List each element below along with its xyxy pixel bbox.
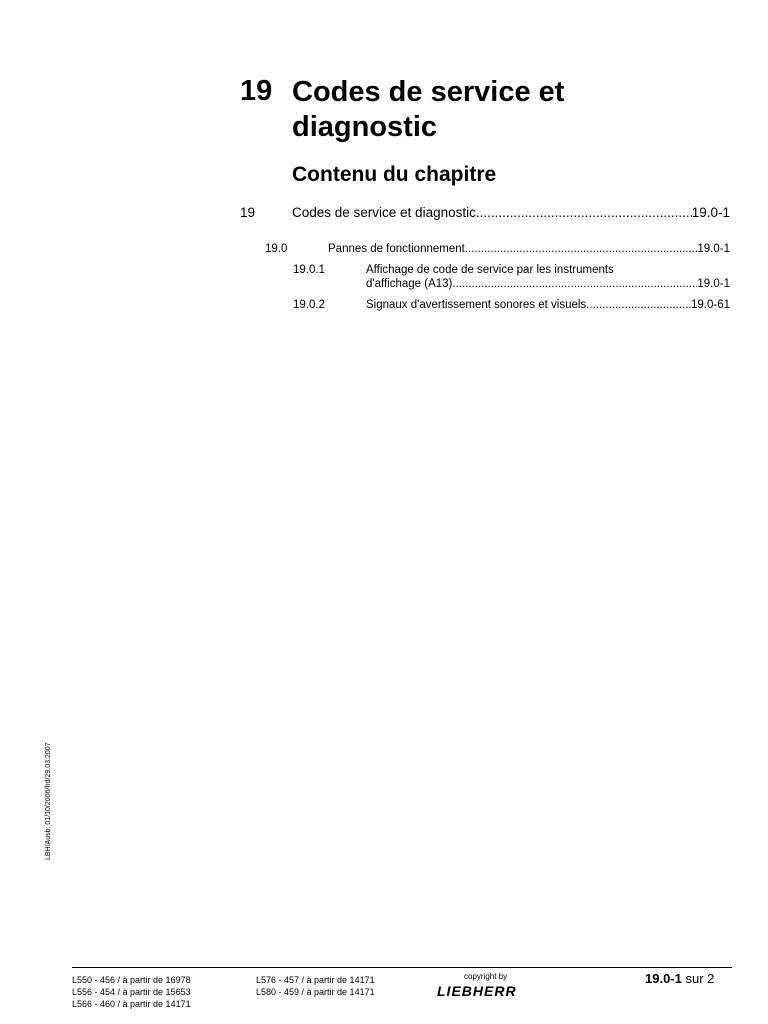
model-line: L576 - 457 / à partir de 14171 bbox=[256, 975, 375, 985]
toc-entry[interactable] bbox=[366, 278, 730, 290]
model-line: L580 - 459 / à partir de 14171 bbox=[256, 987, 375, 997]
toc-leader-dots bbox=[465, 243, 698, 255]
toc-entry-title[interactable]: Affichage de code de service par les instruments bbox=[366, 264, 614, 276]
model-line: L556 - 454 / à partir de 15653 bbox=[72, 987, 191, 997]
toc-entry-number: 19.0.1 bbox=[293, 264, 325, 276]
contents-heading: Contenu du chapitre bbox=[292, 163, 497, 186]
toc-entry-number: 19 bbox=[240, 205, 256, 220]
toc-entry-number: 19.0.2 bbox=[293, 299, 325, 311]
toc-leader-dots bbox=[452, 278, 697, 290]
page-number bbox=[645, 971, 714, 986]
footer-models-right bbox=[256, 974, 375, 998]
side-stamp: LBH/Ausb: 01/10/2006/frd/29.03.2007 bbox=[45, 742, 52, 860]
toc-entry-title: Signaux d'avertissement sonores et visuels bbox=[366, 299, 587, 311]
page-number-suffix: sur 2 bbox=[685, 971, 715, 986]
toc-entry-number: 19.0 bbox=[265, 243, 288, 255]
toc-entry-page: 19.0-61 bbox=[690, 299, 730, 311]
chapter-number: 19 bbox=[240, 75, 273, 107]
copyright-text: copyright by bbox=[464, 972, 508, 981]
toc-entry-title-cont: d'affichage (A13) bbox=[366, 278, 453, 290]
model-line: L550 - 456 / à partir de 16978 bbox=[72, 975, 191, 985]
toc-leader-dots bbox=[476, 205, 692, 220]
toc-entry-page: 19.0-1 bbox=[691, 205, 730, 220]
chapter-title: Codes de service et diagnostic bbox=[292, 76, 565, 143]
model-line: L566 - 460 / à partir de 14171 bbox=[72, 999, 191, 1009]
toc-entry-page: 19.0-1 bbox=[697, 278, 730, 290]
footer-models-left bbox=[72, 974, 191, 1010]
toc-entry-page: 19.0-1 bbox=[697, 243, 730, 255]
toc-entry[interactable] bbox=[265, 243, 730, 255]
toc-leader-dots bbox=[586, 299, 691, 311]
toc-entry-title: Pannes de fonctionnement bbox=[328, 243, 465, 255]
liebherr-logo: LIEBHERR bbox=[437, 983, 517, 999]
toc-entry-title: Codes de service et diagnostic bbox=[292, 205, 476, 220]
toc-entry[interactable] bbox=[293, 299, 730, 311]
toc-entry[interactable] bbox=[240, 205, 730, 220]
page-number-value: 19.0-1 bbox=[645, 971, 682, 986]
footer-divider bbox=[72, 967, 732, 968]
